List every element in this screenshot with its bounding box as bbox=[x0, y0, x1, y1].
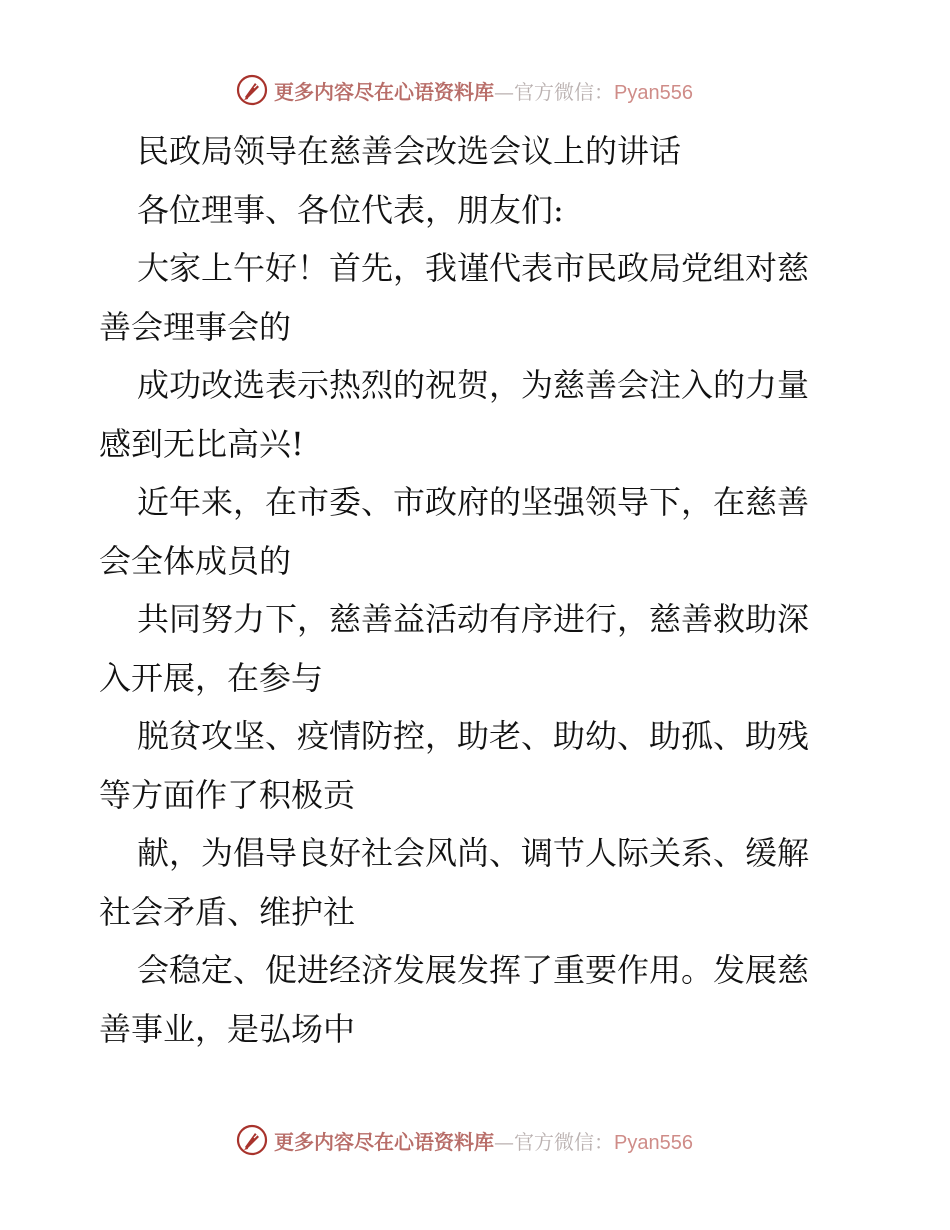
document-title: 民政局领导在慈善会改选会议上的讲话 bbox=[137, 132, 682, 170]
watermark-wechat-id: Pyan556 bbox=[614, 1131, 693, 1154]
paragraph-line: 会稳定、促进经济发展发挥了重要作用。发展慈 bbox=[137, 951, 810, 989]
paragraph-line: 社会矛盾、维护社 bbox=[99, 892, 356, 931]
paragraph-line: 共同努力下，慈善益活动有序进行，慈善救助深 bbox=[137, 600, 810, 638]
paragraph-line: 善事业，是弘场中 bbox=[99, 1009, 356, 1048]
pen-nib-logo-icon bbox=[236, 74, 268, 106]
watermark-banner-top bbox=[236, 70, 716, 110]
paragraph-line: 会全体成员的 bbox=[99, 541, 292, 580]
paragraph-line: 大家上午好！首先，我谨代表市民政局党组对慈 bbox=[137, 249, 810, 287]
watermark-wechat-label: 官方微信： bbox=[514, 1129, 614, 1154]
watermark-text bbox=[274, 76, 693, 105]
document-body bbox=[99, 122, 859, 1058]
paragraph-line: 脱贫攻坚、疫情防控，助老、助幼、助孤、助残 bbox=[137, 717, 810, 755]
paragraph-line: 入开展，在参与 bbox=[99, 658, 324, 697]
watermark-wechat-id: Pyan556 bbox=[614, 81, 693, 104]
watermark-text bbox=[274, 1126, 693, 1155]
pen-nib-logo-icon bbox=[236, 1124, 268, 1156]
paragraph-line: 感到无比高兴! bbox=[99, 424, 304, 463]
salutation: 各位理事、各位代表，朋友们: bbox=[137, 190, 564, 229]
paragraph-line: 献，为倡导良好社会风尚、调节人际关系、缓解 bbox=[137, 834, 810, 872]
watermark-dash: — bbox=[494, 79, 514, 104]
watermark-dash: — bbox=[494, 1129, 514, 1154]
paragraph-line: 成功改选表示热烈的祝贺，为慈善会注入的力量 bbox=[137, 366, 810, 404]
watermark-banner-bottom bbox=[236, 1120, 716, 1160]
paragraph-line: 近年来，在市委、市政府的坚强领导下，在慈善 bbox=[137, 483, 810, 521]
paragraph-line: 善会理事会的 bbox=[99, 307, 292, 346]
watermark-site-name: 更多内容尽在心语资料库 bbox=[274, 1129, 494, 1154]
paragraph-line: 等方面作了积极贡 bbox=[99, 775, 356, 814]
watermark-wechat-label: 官方微信： bbox=[514, 79, 614, 104]
watermark-site-name: 更多内容尽在心语资料库 bbox=[274, 79, 494, 104]
